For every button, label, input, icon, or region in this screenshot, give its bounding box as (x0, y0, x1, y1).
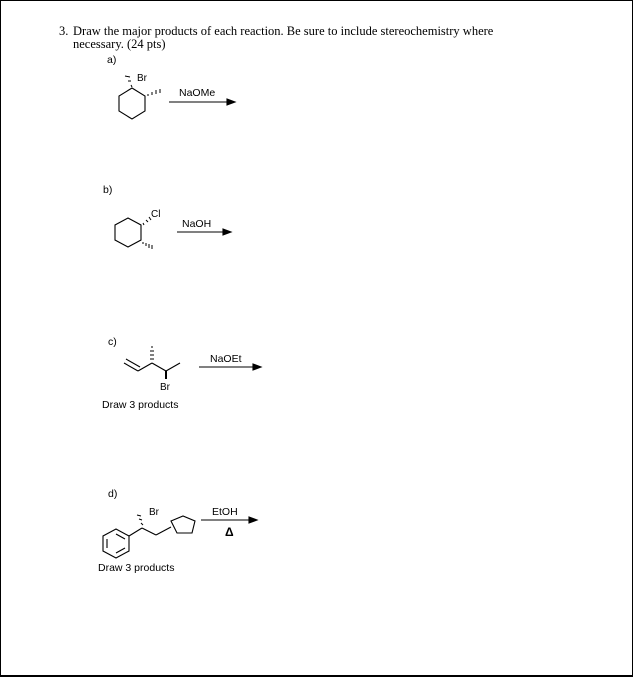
part-b-hashed-bond-methyl (143, 242, 152, 249)
part-d-label: d) (108, 488, 118, 500)
part-b-ring (115, 218, 141, 247)
part-c-note: Draw 3 products (102, 399, 179, 411)
part-d-reagent: EtOH (212, 506, 238, 518)
part-c-label: c) (108, 336, 117, 348)
part-d-cyclopentane-ring (171, 516, 195, 533)
part-c-molecule (124, 347, 180, 379)
worksheet-page (1, 1, 632, 675)
part-c-reagent: NaOEt (210, 353, 242, 365)
part-a-label: a) (107, 54, 117, 66)
question-number: 3. (59, 24, 69, 38)
part-b-reagent: NaOH (182, 218, 212, 230)
reaction-drawings (1, 1, 632, 675)
part-c-hashed-bond-methyl (150, 347, 154, 359)
part-a-arrow (169, 99, 235, 105)
part-a-hashed-bond-methyl (148, 89, 160, 96)
part-b-molecule (115, 217, 152, 249)
part-a-substituent-label: Br (137, 73, 147, 84)
part-d-heat-condition: Δ (225, 525, 234, 539)
part-b-label: b) (103, 184, 113, 196)
part-b-substituent-label: Cl (151, 209, 161, 220)
question-text: Draw the major products of each reaction. Be sure to include stereochemistry where necessary. (24 pts) (73, 24, 494, 51)
part-d-molecule (103, 515, 195, 558)
part-c-substituent-label: Br (160, 382, 170, 393)
part-a-ring (119, 88, 145, 119)
part-b-hashed-bond-cl (143, 217, 151, 225)
part-a-hashed-bond-br (125, 76, 132, 87)
part-d-substituent-label: Br (149, 507, 159, 518)
part-d-hashed-bond-br (137, 515, 143, 525)
part-d-note: Draw 3 products (98, 562, 175, 574)
part-a-reagent: NaOMe (179, 87, 216, 99)
